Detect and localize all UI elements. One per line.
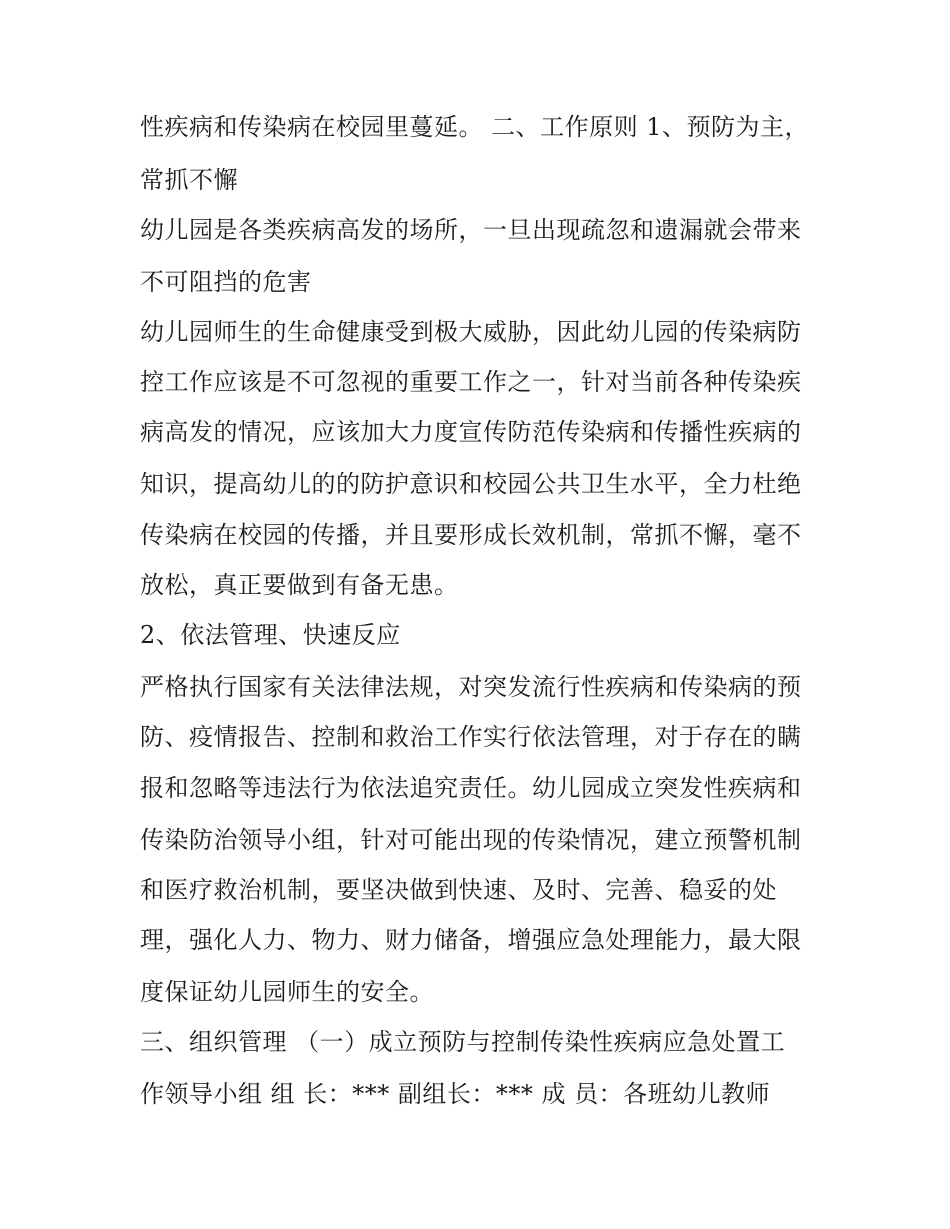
text-line: 性疾病和传染病在校园里蔓延。 二、工作原则 1、预防为主， — [140, 113, 810, 141]
text-line: 不可阻挡的危害 — [140, 268, 312, 296]
text-line: 放松，真正要做到有备无患。 — [140, 571, 459, 599]
text-line: 传染防治领导小组，针对可能出现的传染情况，建立预警机制 — [140, 826, 802, 854]
text-line: 幼儿园是各类疾病高发的场所，一旦出现疏忽和遗漏就会带来 — [140, 216, 802, 244]
text-line: 作领导小组 组 长：*** 副组长：*** 成 员：各班幼儿教师 — [140, 1080, 771, 1108]
text-line: 严格执行国家有关法律法规，对突发流行性疾病和传染病的预 — [140, 673, 802, 701]
text-line: 控工作应该是不可忽视的重要工作之一，针对当前各种传染疾 — [140, 368, 802, 396]
text-line: 和医疗救治机制，要坚决做到快速、及时、完善、稳妥的处 — [140, 876, 777, 904]
text-line: 知识，提高幼儿的的防护意识和校园公共卫生水平，全力杜绝 — [140, 470, 802, 498]
text-line: 防、疫情报告、控制和救治工作实行依法管理，对于存在的瞒 — [140, 723, 802, 751]
text-line: 报和忽略等违法行为依法追究责任。幼儿园成立突发性疾病和 — [140, 774, 802, 802]
text-line: 度保证幼儿园师生的安全。 — [140, 978, 434, 1006]
section-heading: 三、组织管理 （一）成立预防与控制传染性疾病应急处置工 — [140, 1028, 786, 1056]
text-line: 理，强化人力、物力、财力储备，增强应急处理能力，最大限 — [140, 926, 802, 954]
section-heading: 2、依法管理、快速反应 — [140, 621, 401, 649]
text-line: 常抓不懈 — [140, 166, 238, 194]
text-line: 幼儿园师生的生命健康受到极大威胁，因此幼儿园的传染病防 — [140, 318, 802, 346]
text-line: 传染病在校园的传播，并且要形成长效机制，常抓不懈，毫不 — [140, 521, 802, 549]
text-line: 病高发的情况，应该加大力度宣传防范传染病和传播性疾病的 — [140, 418, 802, 446]
